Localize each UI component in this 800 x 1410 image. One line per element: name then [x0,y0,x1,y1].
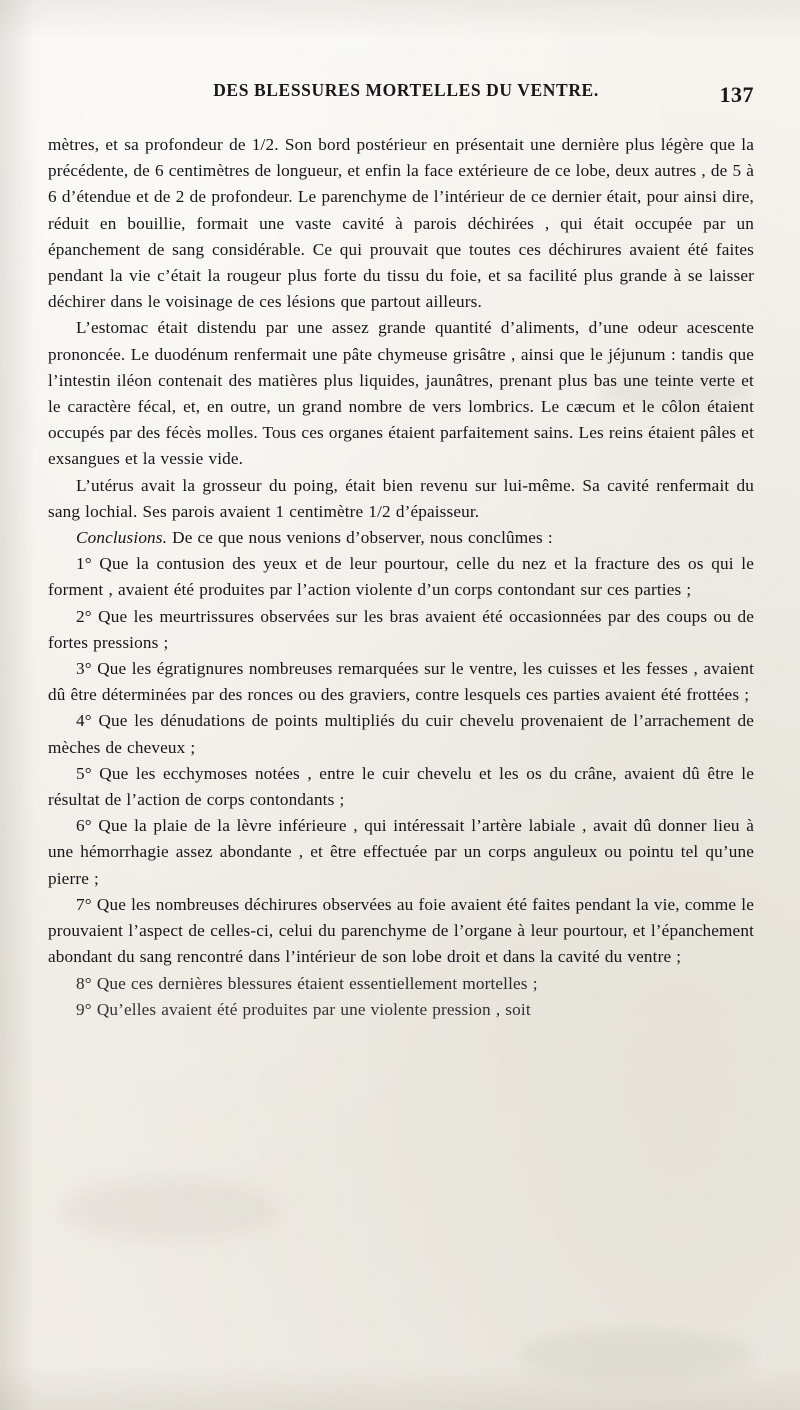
conclusion-item-6 [48,813,754,892]
conclusion-number: 3° [76,659,92,679]
conclusion-text: Que les dénudations de points multipliés du cuir chevelu provenaient de l’arrachement de mèches de cheveux ; [48,711,754,757]
conclusion-item-5 [48,761,754,813]
conclusion-item-9 [48,997,754,1023]
paragraph-stomach: L’estomac était distendu par une assez grande quantité d’aliments, d’une odeur acescente prononcée. Le duodénum renfermait une pâte chymeuse grisâtre , ainsi que le jéjunum : tandis que l’intestin iléon contenait des matières plus liquides, jaunâtres, prenant plus bas une teinte verte et le caractère fécal, et, en outre, un grand nombre de vers lombrics. Le cæcum et le côlon étaient occupés par des fécès molles. Tous ces organes étaient parfaitement sains. Les reins étaient pâles et exsangues et la vessie vide. [48,318,754,469]
conclusion-item-7 [48,892,754,971]
paragraph-autopsy-liver: mètres, et sa profondeur de 1/2. Son bord postérieur en présentait une dernière plus légère que la précédente, de 6 centimètres de longueur, et enfin la face extérieure de ce lobe, deux autres , de 5 à 6 d’étendue et de 2 de profondeur. Le parenchyme de l’intérieur de ce dernier était, pour ainsi dire, réduit en bouillie, formait une vaste cavité à parois déchirées , qui était occupée par un épanchement de sang considérable. Ce qui prouvait que toutes ces déchirures avaient été faites pendant la vie c’était la rougeur plus forte du tissu du foie, et sa facilité plus grande à se laisser déchirer dans le voisinage de ces lésions que partout ailleurs. [48,135,755,312]
conclusion-item-1 [48,551,754,603]
paper-smudge [60,1180,280,1240]
paragraph-uterus: L’utérus avait la grosseur du poing, était bien revenu sur lui-même. Sa cavité renfermait du sang lochial. Ses parois avaient 1 centimètre 1/2 d’épaisseur. [48,475,754,521]
paper-smudge [520,1330,750,1380]
conclusion-item-4 [48,708,754,760]
page-header [48,80,754,106]
conclusion-text: Que ces dernières blessures étaient essentiellement mortelles ; [96,973,538,993]
conclusion-item-3 [48,656,754,708]
conclusion-number: 6° [76,816,92,836]
conclusion-item-8 [48,971,754,997]
running-title: DES BLESSURES MORTELLES DU VENTRE. [213,80,599,100]
page-content [48,80,754,1023]
conclusion-text: Qu’elles avaient été produites par une violente pression , soit [96,999,531,1019]
conclusion-number: 7° [76,894,92,914]
page-top-edge-shadow [0,0,800,40]
conclusion-text: Que les ecchymoses notées , entre le cuir chevelu et les os du crâne, avaient dû être le résultat de l’action de corps contondants ; [48,763,754,810]
conclusion-number: 8° [76,973,92,993]
conclusion-number: 1° [76,554,92,574]
page-number: 137 [719,82,754,107]
conclusion-item-2 [48,604,754,656]
conclusions-heading: Conclusions. [76,528,168,548]
conclusion-number: 4° [76,711,92,731]
conclusions-lead-text: De ce que nous venions d’observer, nous conclûmes : [167,528,553,548]
conclusions-lead [48,525,754,551]
conclusion-text: Que les égratignures nombreuses remarquées sur le ventre, les cuisses et les fesses , avaient dû être déterminées par des ronces ou des graviers, contre lesquels ces parties avaient été frottées ; [48,659,755,705]
conclusion-text: Que les meurtrissures observées sur les bras avaient été occasionnées par des coups ou de fortes pressions ; [48,606,755,652]
conclusion-text: Que la contusion des yeux et de leur pourtour, celle du nez et la fracture des os qui le forment , avaient été produites par l’action violente d’un corps contondant sur ces parties ; [48,554,754,600]
conclusion-text: Que la plaie de la lèvre inférieure , qui intéressait l’artère labiale , avait dû donner lieu à une hémorrhagie assez abondante , et être effectuée par un corps anguleux ou pointu tel qu’une pierre ; [48,816,754,888]
conclusion-number: 9° [76,999,92,1019]
page-bottom-edge-shadow [0,1364,800,1410]
conclusion-number: 2° [76,606,92,626]
body-text [48,132,754,1023]
conclusion-number: 5° [76,763,92,783]
conclusion-text: Que les nombreuses déchirures observées au foie avaient été faites pendant la vie, comme le prouvaient l’aspect de celles-ci, celui du parenchyme de l’organe à leur pourtour, et l’épanchement abondant du sang rencontré dans l’intérieur de son lobe droit et dans la cavité du ventre ; [48,894,754,967]
page-left-edge-shadow [0,0,36,1410]
